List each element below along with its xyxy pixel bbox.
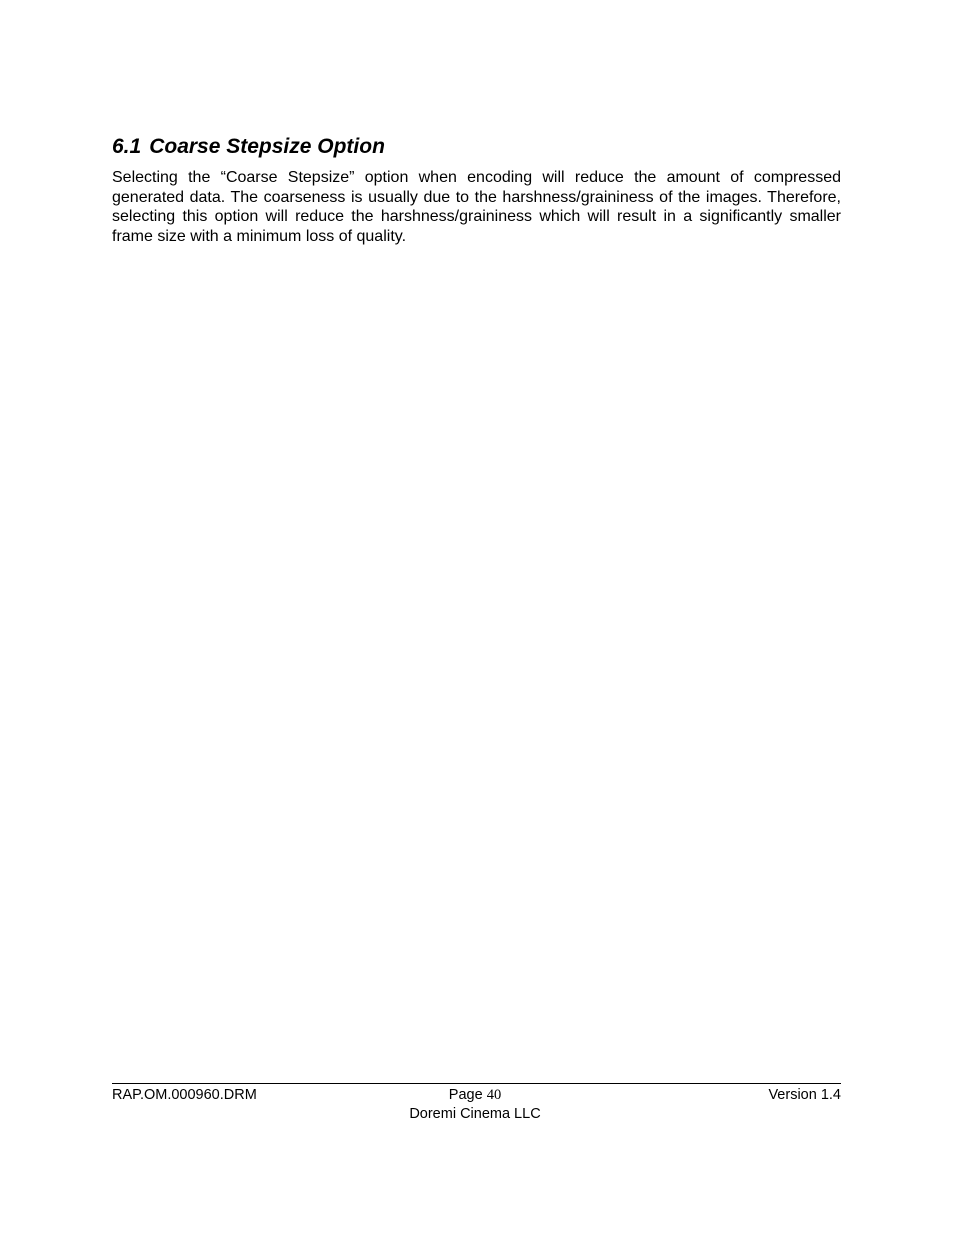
footer-version: Version 1.4	[768, 1087, 841, 1103]
body-paragraph: Selecting the “Coarse Stepsize” option when encoding will reduce the amount of compressed generated data. The coarseness is usually due to the harshness/graininess of the images. Therefore, selecting this option will reduce the harshness/graininess which will result in a significantly smaller frame size with a minimum loss of quality.	[112, 169, 841, 246]
footer-page-number: 40	[486, 1087, 502, 1103]
section-heading	[112, 133, 385, 161]
footer-company: Doremi Cinema LLC	[409, 1106, 541, 1122]
section-number: 6.1	[112, 135, 142, 158]
section-title: Coarse Stepsize Option	[149, 135, 385, 158]
footer-page	[312, 1086, 638, 1105]
footer-page-label: Page	[448, 1087, 483, 1103]
footer-center	[312, 1086, 638, 1124]
footer-doc-id: RAP.OM.000960.DRM	[112, 1087, 257, 1103]
footer-divider	[112, 1083, 841, 1084]
